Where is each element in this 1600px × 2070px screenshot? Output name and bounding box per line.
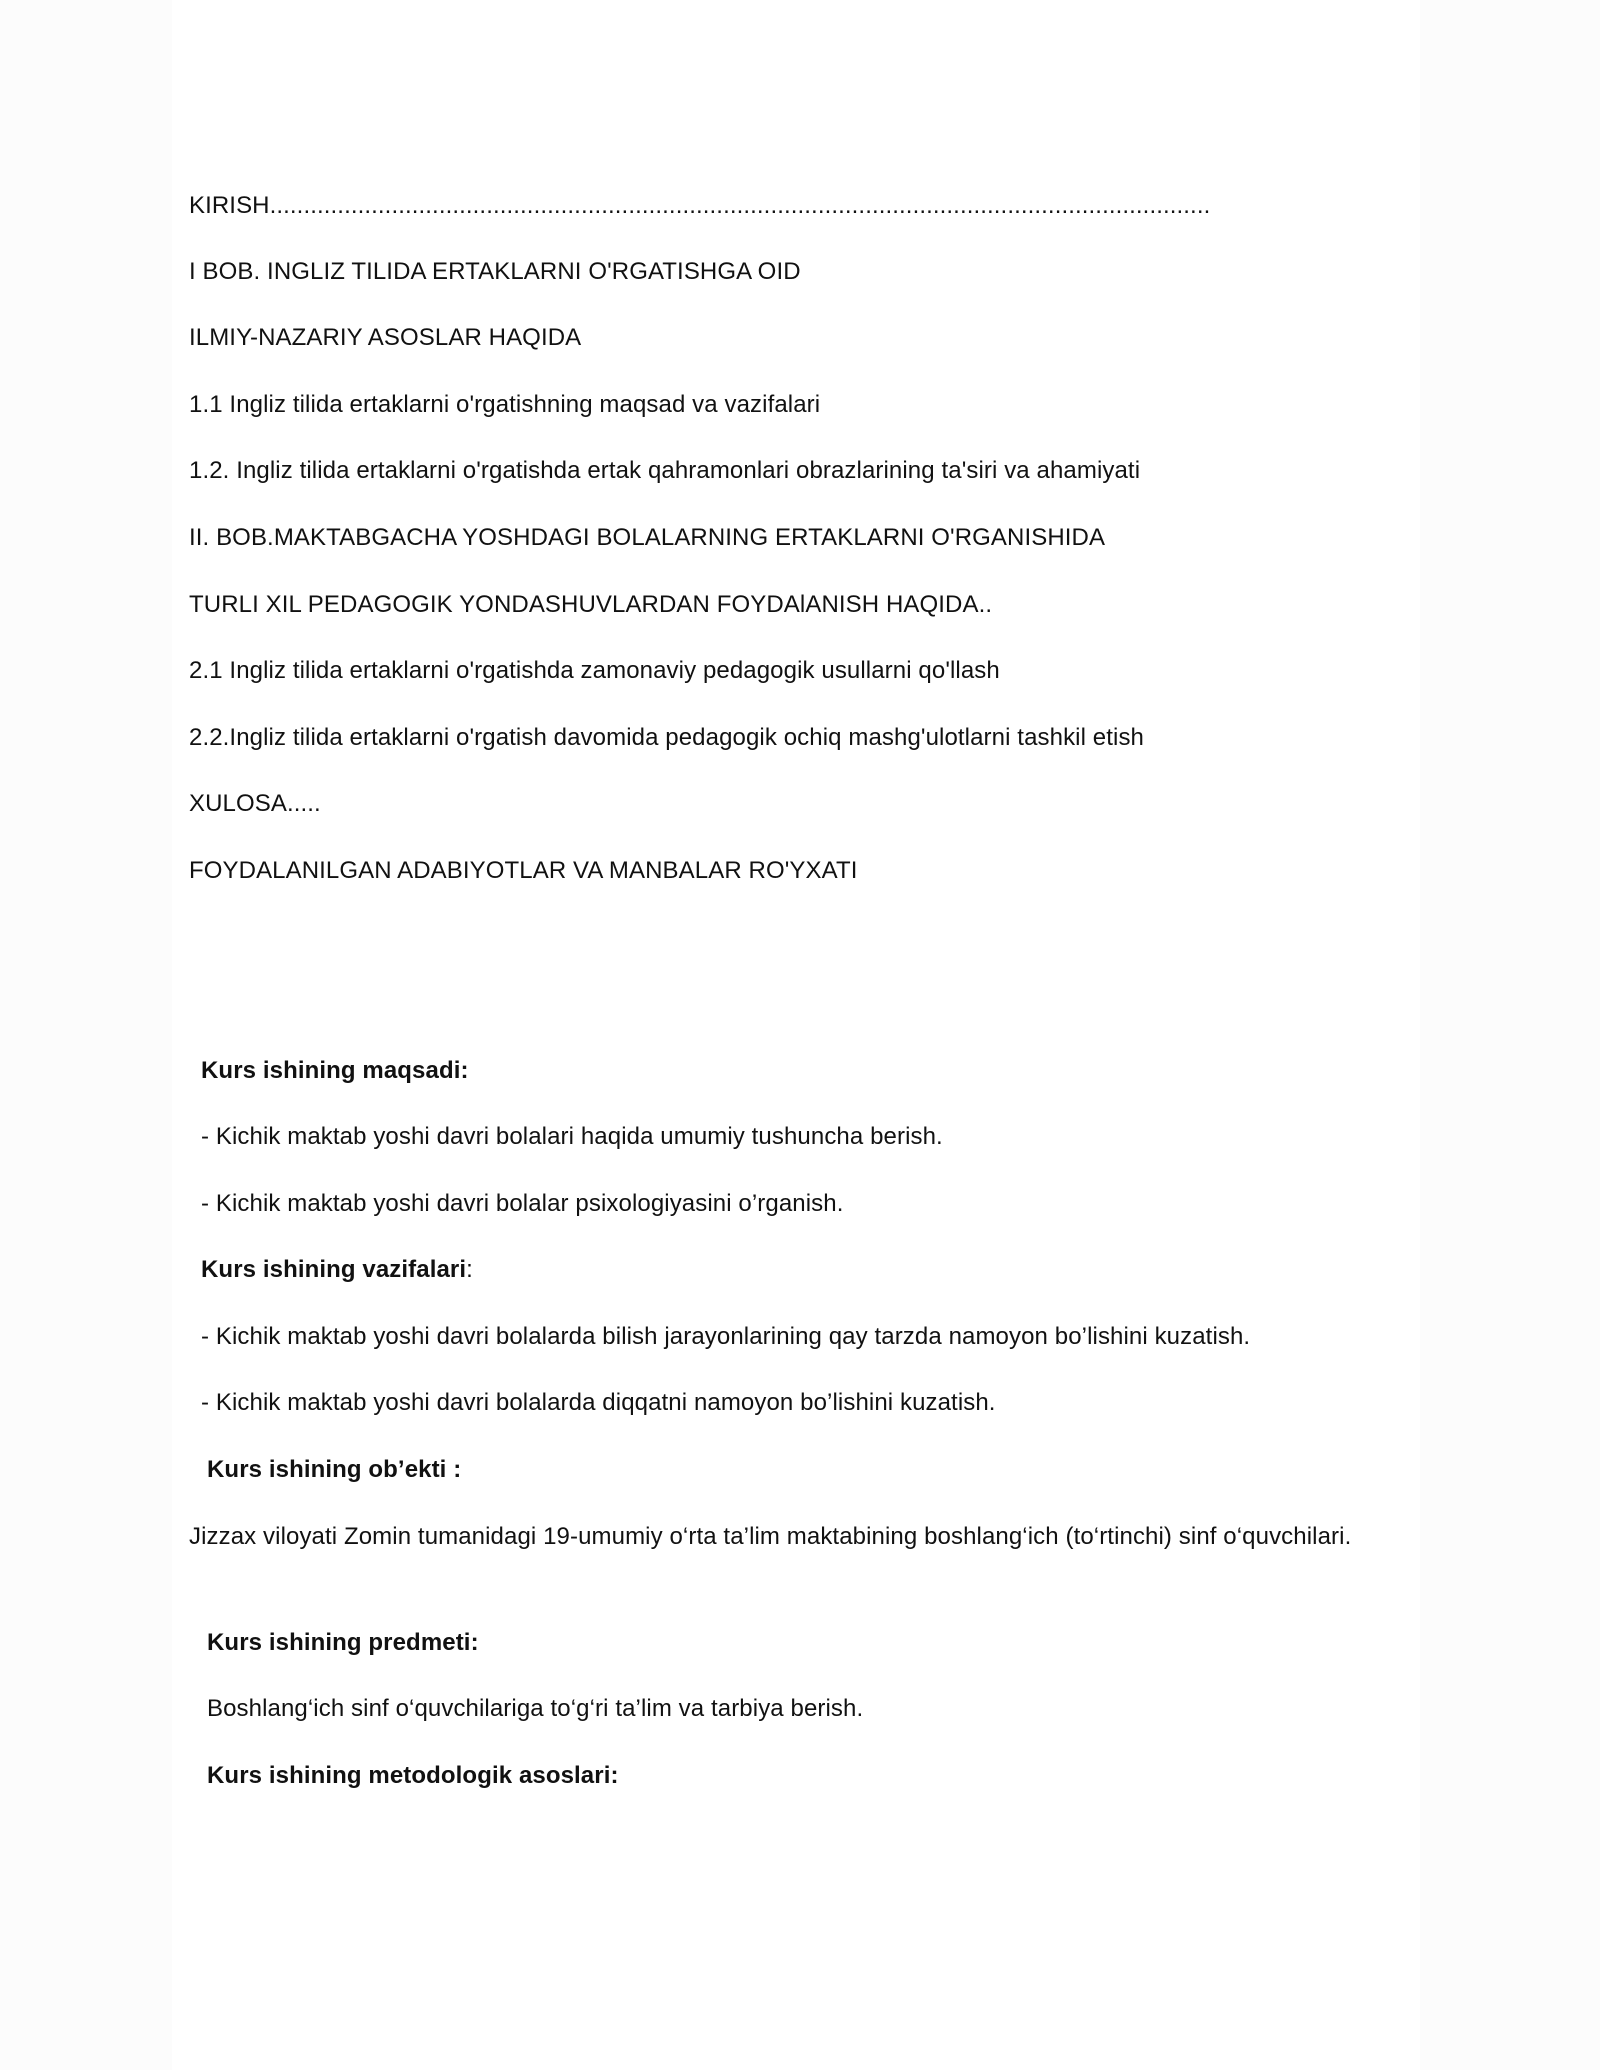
maqsad-item-2: - Kichik maktab yoshi davri bolalar psixologiyasini o’rganish. — [201, 1190, 844, 1217]
toc-section-2-1: 2.1 Ingliz tilida ertaklarni o'rgatishda zamonaviy pedagogik usullarni qo'llash — [189, 657, 1000, 684]
toc-bob2-subtitle: TURLI XIL PEDAGOGIK YONDASHUVLARDAN FOYDAlANISH HAQIDA.. — [189, 591, 993, 618]
predmet-heading: Kurs ishining predmeti: — [207, 1629, 479, 1656]
vazifa-heading-colon: : — [466, 1256, 473, 1283]
page-margin-right — [1420, 0, 1600, 2070]
toc-section-1-1: 1.1 Ingliz tilida ertaklarni o'rgatishning maqsad va vazifalari — [189, 391, 821, 418]
page-margin-left — [0, 0, 172, 2070]
toc-bob1-title: I BOB. INGLIZ TILIDA ERTAKLARNI O'RGATISHGA OID — [189, 258, 801, 285]
metodologik-heading: Kurs ishining metodologik asoslari: — [207, 1762, 619, 1789]
maqsad-item-1: - Kichik maktab yoshi davri bolalari haqida umumiy tushuncha berish. — [201, 1123, 943, 1150]
vazifa-heading-line — [201, 1254, 473, 1286]
maqsad-heading: Kurs ishining maqsadi: — [201, 1057, 469, 1084]
vazifa-heading: Kurs ishining vazifalari — [201, 1256, 467, 1283]
toc-kirish: KIRISH........................................................................................................................................... — [189, 192, 1211, 219]
toc-bob1-subtitle: ILMIY-NAZARIY ASOSLAR HAQIDA — [189, 324, 582, 351]
obekt-text: Jizzax viloyati Zomin tumanidagi 19-umumiy o‘rta ta’lim maktabining boshlang‘ich (to‘rtinchi) sinf o‘quvchilari. — [189, 1523, 1352, 1550]
toc-bob2-title: II. BOB.MAKTABGACHA YOSHDAGI BOLALARNING ERTAKLARNI O'RGANISHIDA — [189, 524, 1106, 551]
vazifa-item-1: - Kichik maktab yoshi davri bolalarda bilish jarayonlarining qay tarzda namoyon bo’lishini kuzatish. — [201, 1323, 1251, 1350]
vazifa-item-2: - Kichik maktab yoshi davri bolalarda diqqatni namoyon bo’lishini kuzatish. — [201, 1389, 996, 1416]
toc-adabiyotlar: FOYDALANILGAN ADABIYOTLAR VA MANBALAR RO'YXATI — [189, 857, 858, 884]
predmet-text: Boshlang‘ich sinf o‘quvchilariga to‘g‘ri ta’lim va tarbiya berish. — [207, 1695, 864, 1722]
toc-section-2-2: 2.2.Ingliz tilida ertaklarni o'rgatish davomida pedagogik ochiq mashg'ulotlarni tashkil etish — [189, 724, 1144, 751]
toc-section-1-2: 1.2. Ingliz tilida ertaklarni o'rgatishda ertak qahramonlari obrazlarining ta'siri va ahamiyati — [189, 457, 1141, 484]
toc-xulosa: XULOSA..... — [189, 790, 321, 817]
obekt-heading: Kurs ishining ob’ekti : — [207, 1456, 462, 1483]
